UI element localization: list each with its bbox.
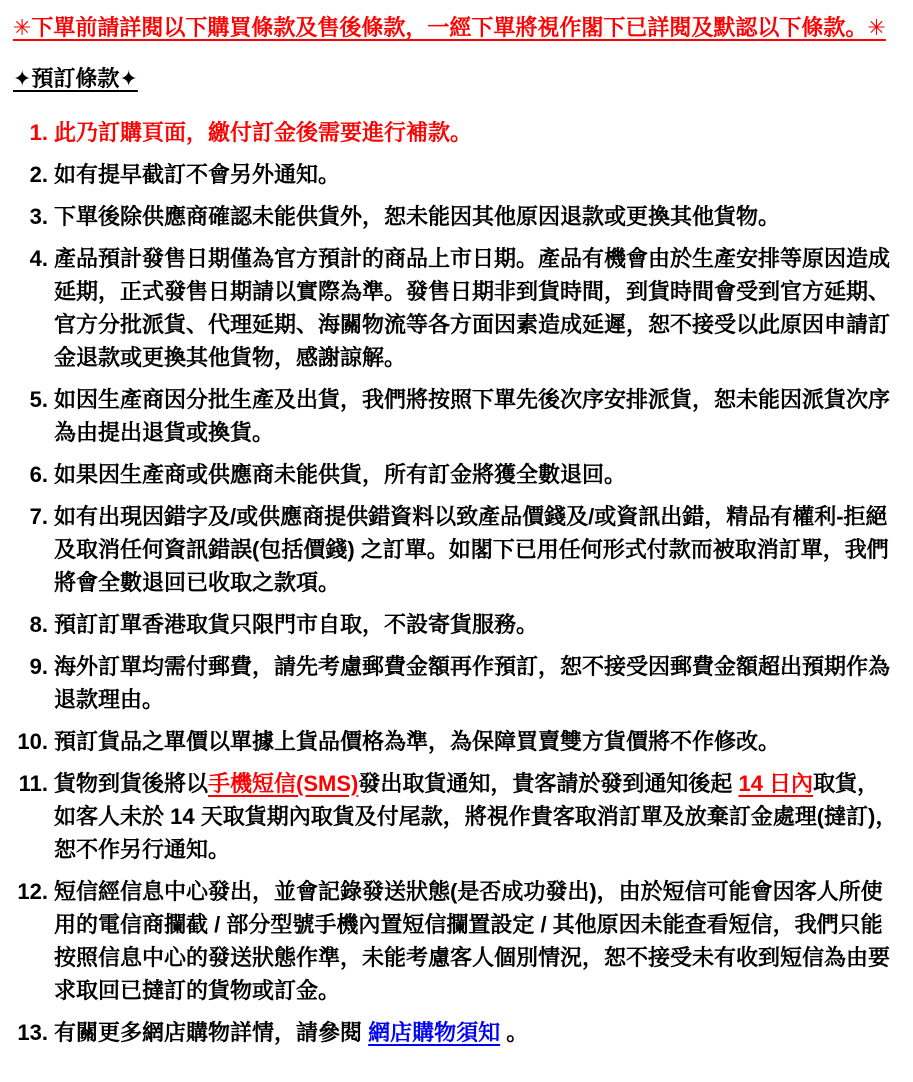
term-text: 發出取貨通知，貴客請於發到通知後起	[358, 771, 739, 796]
term-text: 取貨，如客人未於 14 天取貨期內取貨及付尾款，將視作貴客取消訂單及放棄訂金處理(撻訂)，恕不作另行通知。	[54, 771, 898, 862]
term-number: 8.	[29, 612, 48, 637]
term-number: 4.	[29, 246, 48, 271]
term-item	[13, 200, 899, 233]
term-text: 此乃訂購頁面，繳付訂金後需要進行補款。	[54, 120, 473, 145]
term-number: 13.	[17, 1020, 48, 1045]
pre-order-notice: ✳下單前請詳閱以下購買條款及售後條款，一經下單將視作閣下已詳閱及默認以下條款。✳	[13, 15, 886, 40]
term-text: 手機短信(SMS)	[208, 771, 359, 796]
term-item	[13, 650, 899, 716]
term-text: 如有出現因錯字及/或供應商提供錯資料以致產品價錢及/或資訊出錯，精品有權利-拒絕及取消任何資訊錯誤(包括價錢) 之訂單。如閣下已用任何形式付款而被取消訂單，我們將會全數退回已收取之款項。	[54, 504, 889, 595]
term-number: 6.	[29, 462, 48, 487]
terms-list	[13, 116, 899, 1049]
term-text: 貨物到貨後將以	[54, 771, 209, 796]
term-number: 7.	[29, 504, 48, 529]
term-text: 14 日內	[738, 771, 814, 796]
term-item	[13, 458, 899, 491]
term-item	[13, 767, 899, 866]
section-heading-preorder-terms: ✦預訂條款✦	[13, 66, 138, 91]
shop-guide-link[interactable]: 網店購物須知	[368, 1020, 501, 1045]
term-item	[13, 1016, 899, 1049]
term-item	[13, 725, 899, 758]
term-item	[13, 242, 899, 374]
term-item	[13, 383, 899, 449]
term-item	[13, 158, 899, 191]
term-text: 。	[500, 1020, 529, 1045]
term-text: 產品預計發售日期僅為官方預計的商品上市日期。產品有機會由於生產安排等原因造成延期，正式發售日期請以實際為準。發售日期非到貨時間，到貨時間會受到官方延期、官方分批派貨、代理延期、海關物流等各方面因素造成延遲，恕不接受以此原因申請訂金退款或更換其他貨物，感謝諒解。	[54, 246, 891, 370]
term-number: 3.	[29, 204, 48, 229]
term-number: 10.	[17, 729, 48, 754]
term-text: 如有提早截訂不會另外通知。	[54, 162, 341, 187]
term-text: 有關更多網店購物詳情，請參閱	[54, 1020, 369, 1045]
term-text: 如因生產商因分批生產及出貨，我們將按照下單先後次序安排派貨，恕未能因派貨次序為由提出退貨或換貨。	[54, 387, 891, 445]
term-text: 預訂訂單香港取貨只限門市自取，不設寄貨服務。	[54, 612, 539, 637]
term-item	[13, 116, 899, 149]
term-text: 預訂貨品之單價以單據上貨品價格為準，為保障買賣雙方貨價將不作修改。	[54, 729, 781, 754]
term-text: 海外訂單均需付郵費，請先考慮郵費金額再作預訂，恕不接受因郵費金額超出預期作為退款理由。	[54, 654, 891, 712]
term-number: 1.	[29, 120, 48, 145]
term-text: 如果因生產商或供應商未能供貨，所有訂金將獲全數退回。	[54, 462, 627, 487]
term-item	[13, 608, 899, 641]
term-number: 5.	[29, 387, 48, 412]
term-number: 12.	[17, 879, 48, 904]
term-number: 9.	[29, 654, 48, 679]
term-item	[13, 875, 899, 1007]
term-number: 11.	[18, 771, 48, 796]
term-text: 短信經信息中心發出，並會記錄發送狀態(是否成功發出)，由於短信可能會因客人所使用的電信商攔截 / 部分型號手機內置短信攔置設定 / 其他原因未能查看短信，我們只能按照信息中心的發送狀態作準，未能考慮客人個別情況，恕不接受未有收到短信為由要求取回已撻訂的貨物或訂金。	[54, 879, 891, 1003]
term-text: 下單後除供應商確認未能供貨外，恕未能因其他原因退款或更換其他貨物。	[54, 204, 781, 229]
term-item	[13, 500, 899, 599]
section-heading-row	[13, 64, 899, 114]
term-number: 2.	[29, 162, 48, 187]
